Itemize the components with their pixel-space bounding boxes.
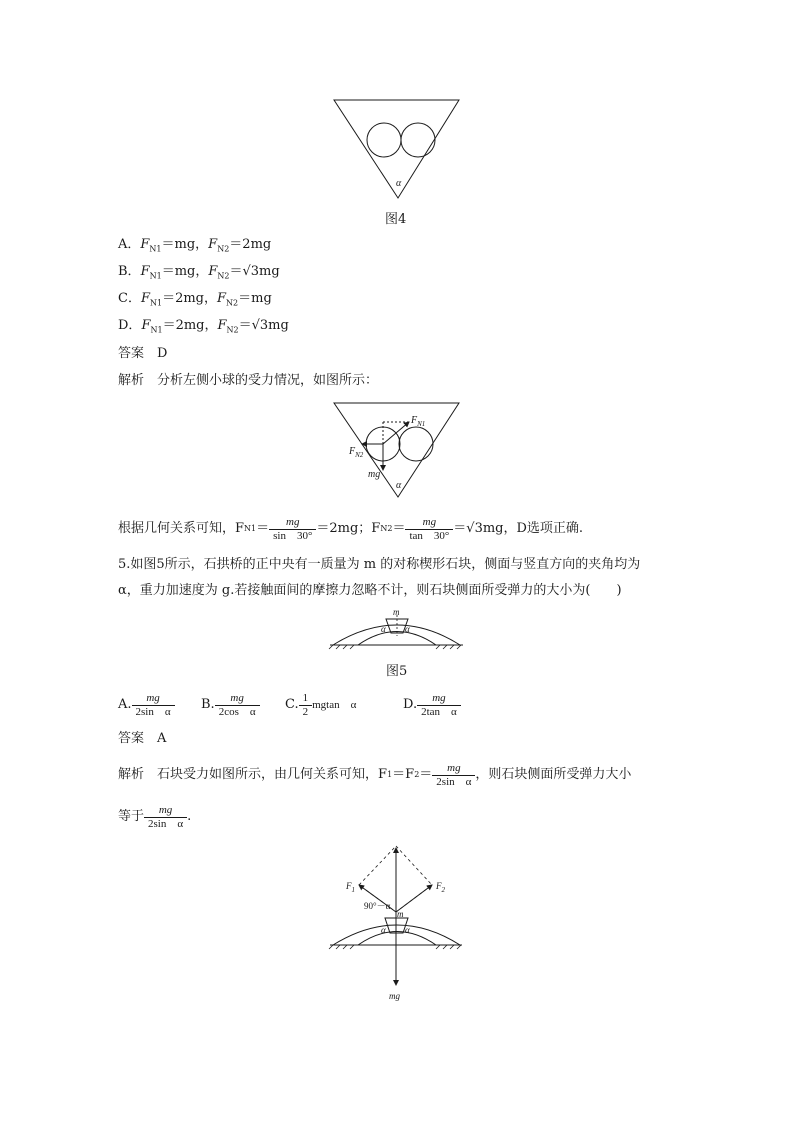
f2-label: $F_2$ bbox=[436, 881, 445, 894]
option-5b: B. $\frac{mg}{\text{2cos α}}$ bbox=[201, 688, 260, 722]
analysis-4: 解析 分析左侧小球的受力情况，如图所示： bbox=[118, 373, 379, 388]
figure-5-caption: 图5 bbox=[386, 664, 408, 679]
option-d: D．$F_{N1}=2mg$，$F_{N2}=√3mg$ bbox=[118, 318, 289, 335]
question-5-line-2: α，重力加速度为 g.若接触面间的摩擦力忽略不计，则石块侧面所受弹力的大小为( ) bbox=[118, 583, 622, 598]
option-5c: C. $\frac{1}{2}$ mgtan α bbox=[285, 691, 357, 718]
mg-label-2: mg bbox=[389, 991, 400, 1001]
fn2-label: $F_{N2}$ bbox=[349, 446, 364, 459]
question-5-line-1: 5.如图5所示，石拱桥的正中央有一质量为 m 的对称楔形石块，侧面与竖直方向的夹角均为 bbox=[118, 557, 641, 572]
angle-alpha-left-2: α bbox=[381, 925, 386, 935]
angle-alpha-right-2: α bbox=[405, 925, 410, 935]
option-5d: D. $\frac{mg}{\text{2tan α}}$ bbox=[403, 688, 461, 722]
option-c: C．$F_{N1}=2mg$，$F_{N2}=mg$ bbox=[118, 291, 272, 308]
f1-label: $F_1$ bbox=[346, 881, 355, 894]
answer-4: 答案 D bbox=[118, 346, 168, 361]
option-b: B．$F_{N1}=mg$，$F_{N2}=√3mg$ bbox=[118, 264, 280, 281]
analysis-5-line-2: 等于 $\frac{mg}{\text{2sin α}}$ . bbox=[118, 803, 192, 830]
option-5a: A. $\frac{mg}{\text{2sin α}}$ bbox=[118, 688, 175, 722]
mass-m-label-2: m bbox=[397, 909, 404, 919]
mg-label: mg bbox=[368, 469, 381, 480]
option-a: A．$F_{N1}=mg$，$F_{N2}=2mg$ bbox=[118, 237, 272, 254]
angle-alpha-left: α bbox=[381, 624, 386, 634]
angle-90-minus-alpha: 90°－α bbox=[364, 901, 391, 911]
angle-alpha-right: α bbox=[405, 624, 410, 634]
answer-5: 答案 A bbox=[118, 731, 167, 746]
mass-m-label: m bbox=[393, 607, 400, 617]
geometry-result: 根据几何关系可知，F N1 ＝ $\frac{mg}{\sin 30^\circ}$ ＝2mg；F N2 ＝ $\frac{mg}{\tan 30^\circ}$ ＝√3mg，D选项正确. bbox=[118, 515, 584, 542]
angle-alpha-label-2: α bbox=[396, 480, 402, 491]
analysis-5-line-1: 解析 石块受力如图所示，由几何关系可知，F 1 ＝F 2 ＝ $\frac{mg}{\text{2sin α}}$ ，则石块侧面所受弹力大小 bbox=[118, 761, 632, 788]
fn1-label: $F_{N1}$ bbox=[411, 415, 426, 428]
figure-4-caption: 图4 bbox=[385, 212, 407, 227]
angle-alpha-label: α bbox=[396, 178, 402, 189]
